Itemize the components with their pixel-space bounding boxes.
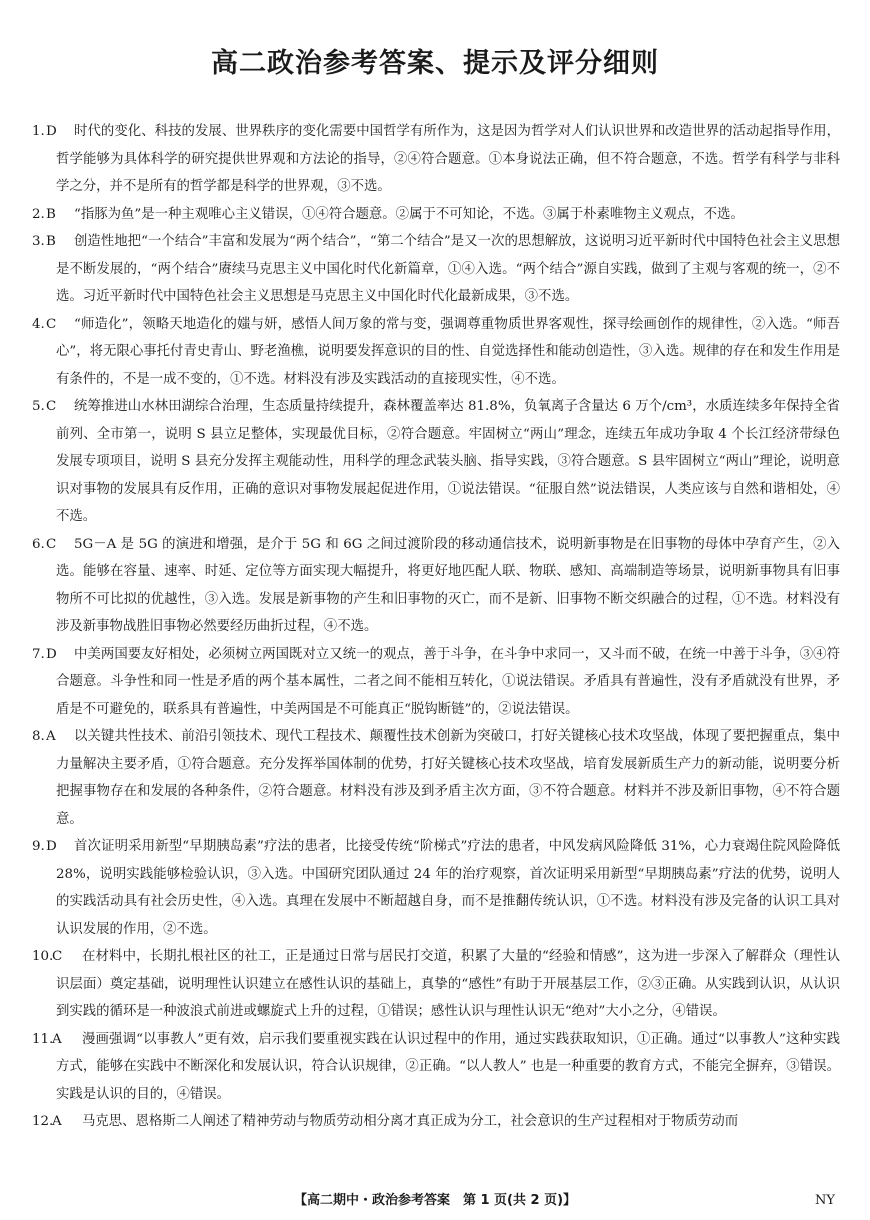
- answer-item: [32, 1026, 840, 1109]
- answer-explanation: 以关键共性技术、前沿引领技术、现代工程技术、颠覆性技术创新为突破口，打好关键核心技术攻坚战，体现了要把握重点，集中力量解决主要矛盾，①符合题意。充分发挥举国体制的优势，打好关键核心技术攻坚战，培育发展新质生产力的新动能，说明要分析把握事物存在和发展的各种条件，②符合题意。材料没有涉及到矛盾主次方面，③不符合题意。材料并不涉及新旧事物，④不符合题意。: [56, 729, 840, 827]
- answer-item: [32, 393, 840, 531]
- answer-explanation: 5G－A 是 5G 的演进和增强，是介于 5G 和 6G 之间过渡阶段的移动通信技术，说明新事物是在旧事物的母体中孕育产生，②入选。能够在容量、速率、时延、定位等方面实现大幅提升，将更好地匹配人联、物联、感知、高端制造等场景，说明新事物具有旧事物所不可比拟的优越性，③入选。发展是新事物的产生和旧事物的灭亡，而不是新、旧事物不断交织融合的过程，①不选。材料没有涉及新事物战胜旧事物必然要经历曲折过程，④不选。: [56, 536, 840, 634]
- answer-explanation: 首次证明采用新型“早期胰岛素”疗法的患者，比接受传统“阶梯式”疗法的患者，中风发病风险降低 31%，心力衰竭住院风险降低 28%，说明实践能够检验认识，③入选。中国研究团队通过 24 年的治疗观察，首次证明采用新型“早期胰岛素”疗法的优势，说明人的实践活动具有社会历史性，④入选。真理在发展中不断超越自身，而不是推翻传统认识，①不选。材料没有涉及完备的认识工具对认识发展的作用，②不选。: [56, 839, 840, 937]
- question-number: 1.: [32, 124, 45, 139]
- answer-explanation: 在材料中，长期扎根社区的社工，正是通过日常与居民打交道，积累了大量的“经验和情感”，这为进一步深入了解群众（理性认识层面）奠定基础，说明理性认识建立在感性认识的基础上，真挚的“感性”有助于开展基层工作，②③正确。从实践到认识，从认识到实践的循环是一种波浪式前进或螺旋式上升的过程，①错误；感性认识与理性认识无“绝对”大小之分，④错误。: [56, 949, 840, 1019]
- answer-item: [32, 723, 840, 833]
- answer-choice: A: [52, 1114, 62, 1129]
- answer-item: [32, 833, 840, 943]
- answer-choice: A: [46, 729, 56, 744]
- question-number: 10.: [32, 949, 54, 964]
- answer-explanation: 马克思、恩格斯二人阐述了精神劳动与物质劳动相分离才真正成为分工，社会意识的生产过程相对于物质劳动而: [82, 1114, 739, 1129]
- question-number: 12.: [32, 1114, 54, 1129]
- footer-page-info: 【高二期中・政治参考答案 第 1 页(共 2 页)】: [293, 1193, 577, 1208]
- question-number: 9.: [32, 839, 45, 854]
- question-number: 8.: [32, 729, 45, 744]
- question-number: 2.: [32, 206, 45, 222]
- question-number: 11.: [32, 1031, 54, 1047]
- page-footer: [0, 1190, 870, 1212]
- answer-item: [32, 311, 840, 394]
- answer-choice: C: [46, 399, 57, 414]
- answer-explanation: “指豚为鱼”是一种主观唯心主义错误，①④符合题意。②属于不可知论，不选。③属于朴素唯物主义观点，不选。: [74, 206, 744, 222]
- answer-choice: C: [52, 949, 63, 964]
- answer-item: [32, 531, 840, 641]
- question-number: 5.: [32, 399, 45, 414]
- answer-explanation: 漫画强调“以事教人”更有效，启示我们要重视实践在认识过程中的作用，通过实践获取知识，①正确。通过“以事教人”这种实践方式，能够在实践中不断深化和发展认识，符合认识规律，②正确。“以人教人” 也是一种重要的教育方式，不能完全摒弃，③错误。实践是认识的目的，④错误。: [56, 1031, 840, 1102]
- answer-choice: C: [46, 536, 57, 552]
- answer-item: [32, 641, 840, 724]
- answer-choice: D: [46, 646, 57, 662]
- page-title: 高二政治参考答案、提示及评分细则: [211, 48, 659, 79]
- question-number: 7.: [32, 646, 45, 662]
- answer-explanation: 中美两国要友好相处，必须树立两国既对立又统一的观点，善于斗争，在斗争中求同一，又斗而不破，在统一中善于斗争，③④符合题意。斗争性和同一性是矛盾的两个基本属性，二者之间不能相互转化，①说法错误。矛盾具有普遍性，没有矛盾就没有世界，矛盾是不可避免的，联系具有普遍性，中美两国是不可能真正“脱钩断链”的，②说法错误。: [56, 646, 840, 717]
- answer-item: [32, 118, 840, 201]
- answer-explanation: “师造化”，领略天地造化的媸与妍，感悟人间万象的常与变，强调尊重物质世界客观性，探寻绘画创作的规律性，②入选。“师吾心”，将无限心事托付青史青山、野老渔樵，说明要发挥意识的目的性、自觉选择性和能动创造性，③入选。规律的存在和发生作用是有条件的，不是一成不变的，①不选。材料没有涉及实践活动的直接现实性，④不选。: [56, 316, 840, 387]
- answer-explanation: 统筹推进山水林田湖综合治理，生态质量持续提升，森林覆盖率达 81.8%，负氧离子含量达 6 万个/cm³，水质连续多年保持全省前列、全市第一，说明 S 县立足整体，实现最优目标，②符合题意。牢固树立“两山”理念，连续五年成功争取 4 个长江经济带绿色发展专项项目，说明 S 县充分发挥主观能动性，用科学的理念武装头脑、指导实践，③符合题意。S 县牢固树立“两山”理论，说明意识对事物的发展具有反作用，正确的意识对事物发展起促进作用，①说法错误。“征服自然”说法错误，人类应该与自然和谐相处，④不选。: [56, 399, 840, 524]
- answer-item: [32, 228, 840, 311]
- answer-item: [32, 201, 840, 229]
- answer-choice: C: [46, 316, 57, 332]
- question-number: 4.: [32, 316, 45, 332]
- answer-item: [32, 943, 840, 1026]
- footer-code: NY: [815, 1193, 835, 1208]
- question-number: 6.: [32, 536, 45, 552]
- answer-choice: B: [46, 206, 56, 222]
- answer-choice: D: [46, 839, 57, 854]
- answer-explanation: 创造性地把“一个结合”丰富和发展为“两个结合”，“第二个结合”是又一次的思想解放，这说明习近平新时代中国特色社会主义思想是不断发展的，“两个结合”赓续马克思主义中国化时代化新篇章，①④入选。“两个结合”源自实践，做到了主观与客观的统一，②不选。习近平新时代中国特色社会主义思想是马克思主义中国化时代化最新成果，③不选。: [56, 234, 840, 304]
- answer-choice: A: [52, 1031, 62, 1047]
- question-number: 3.: [32, 234, 45, 249]
- answer-list: [32, 118, 840, 1136]
- answer-choice: D: [46, 124, 57, 139]
- answer-explanation: 时代的变化、科技的发展、世界秩序的变化需要中国哲学有所作为，这是因为哲学对人们认识世界和改造世界的活动起指导作用，哲学能够为具体科学的研究提供世界观和方法论的指导，②④符合题意。①本身说法正确，但不符合题意，不选。哲学有科学与非科学之分，并不是所有的哲学都是科学的世界观，③不选。: [56, 124, 840, 194]
- answer-choice: B: [46, 234, 56, 249]
- answer-item: [32, 1108, 840, 1136]
